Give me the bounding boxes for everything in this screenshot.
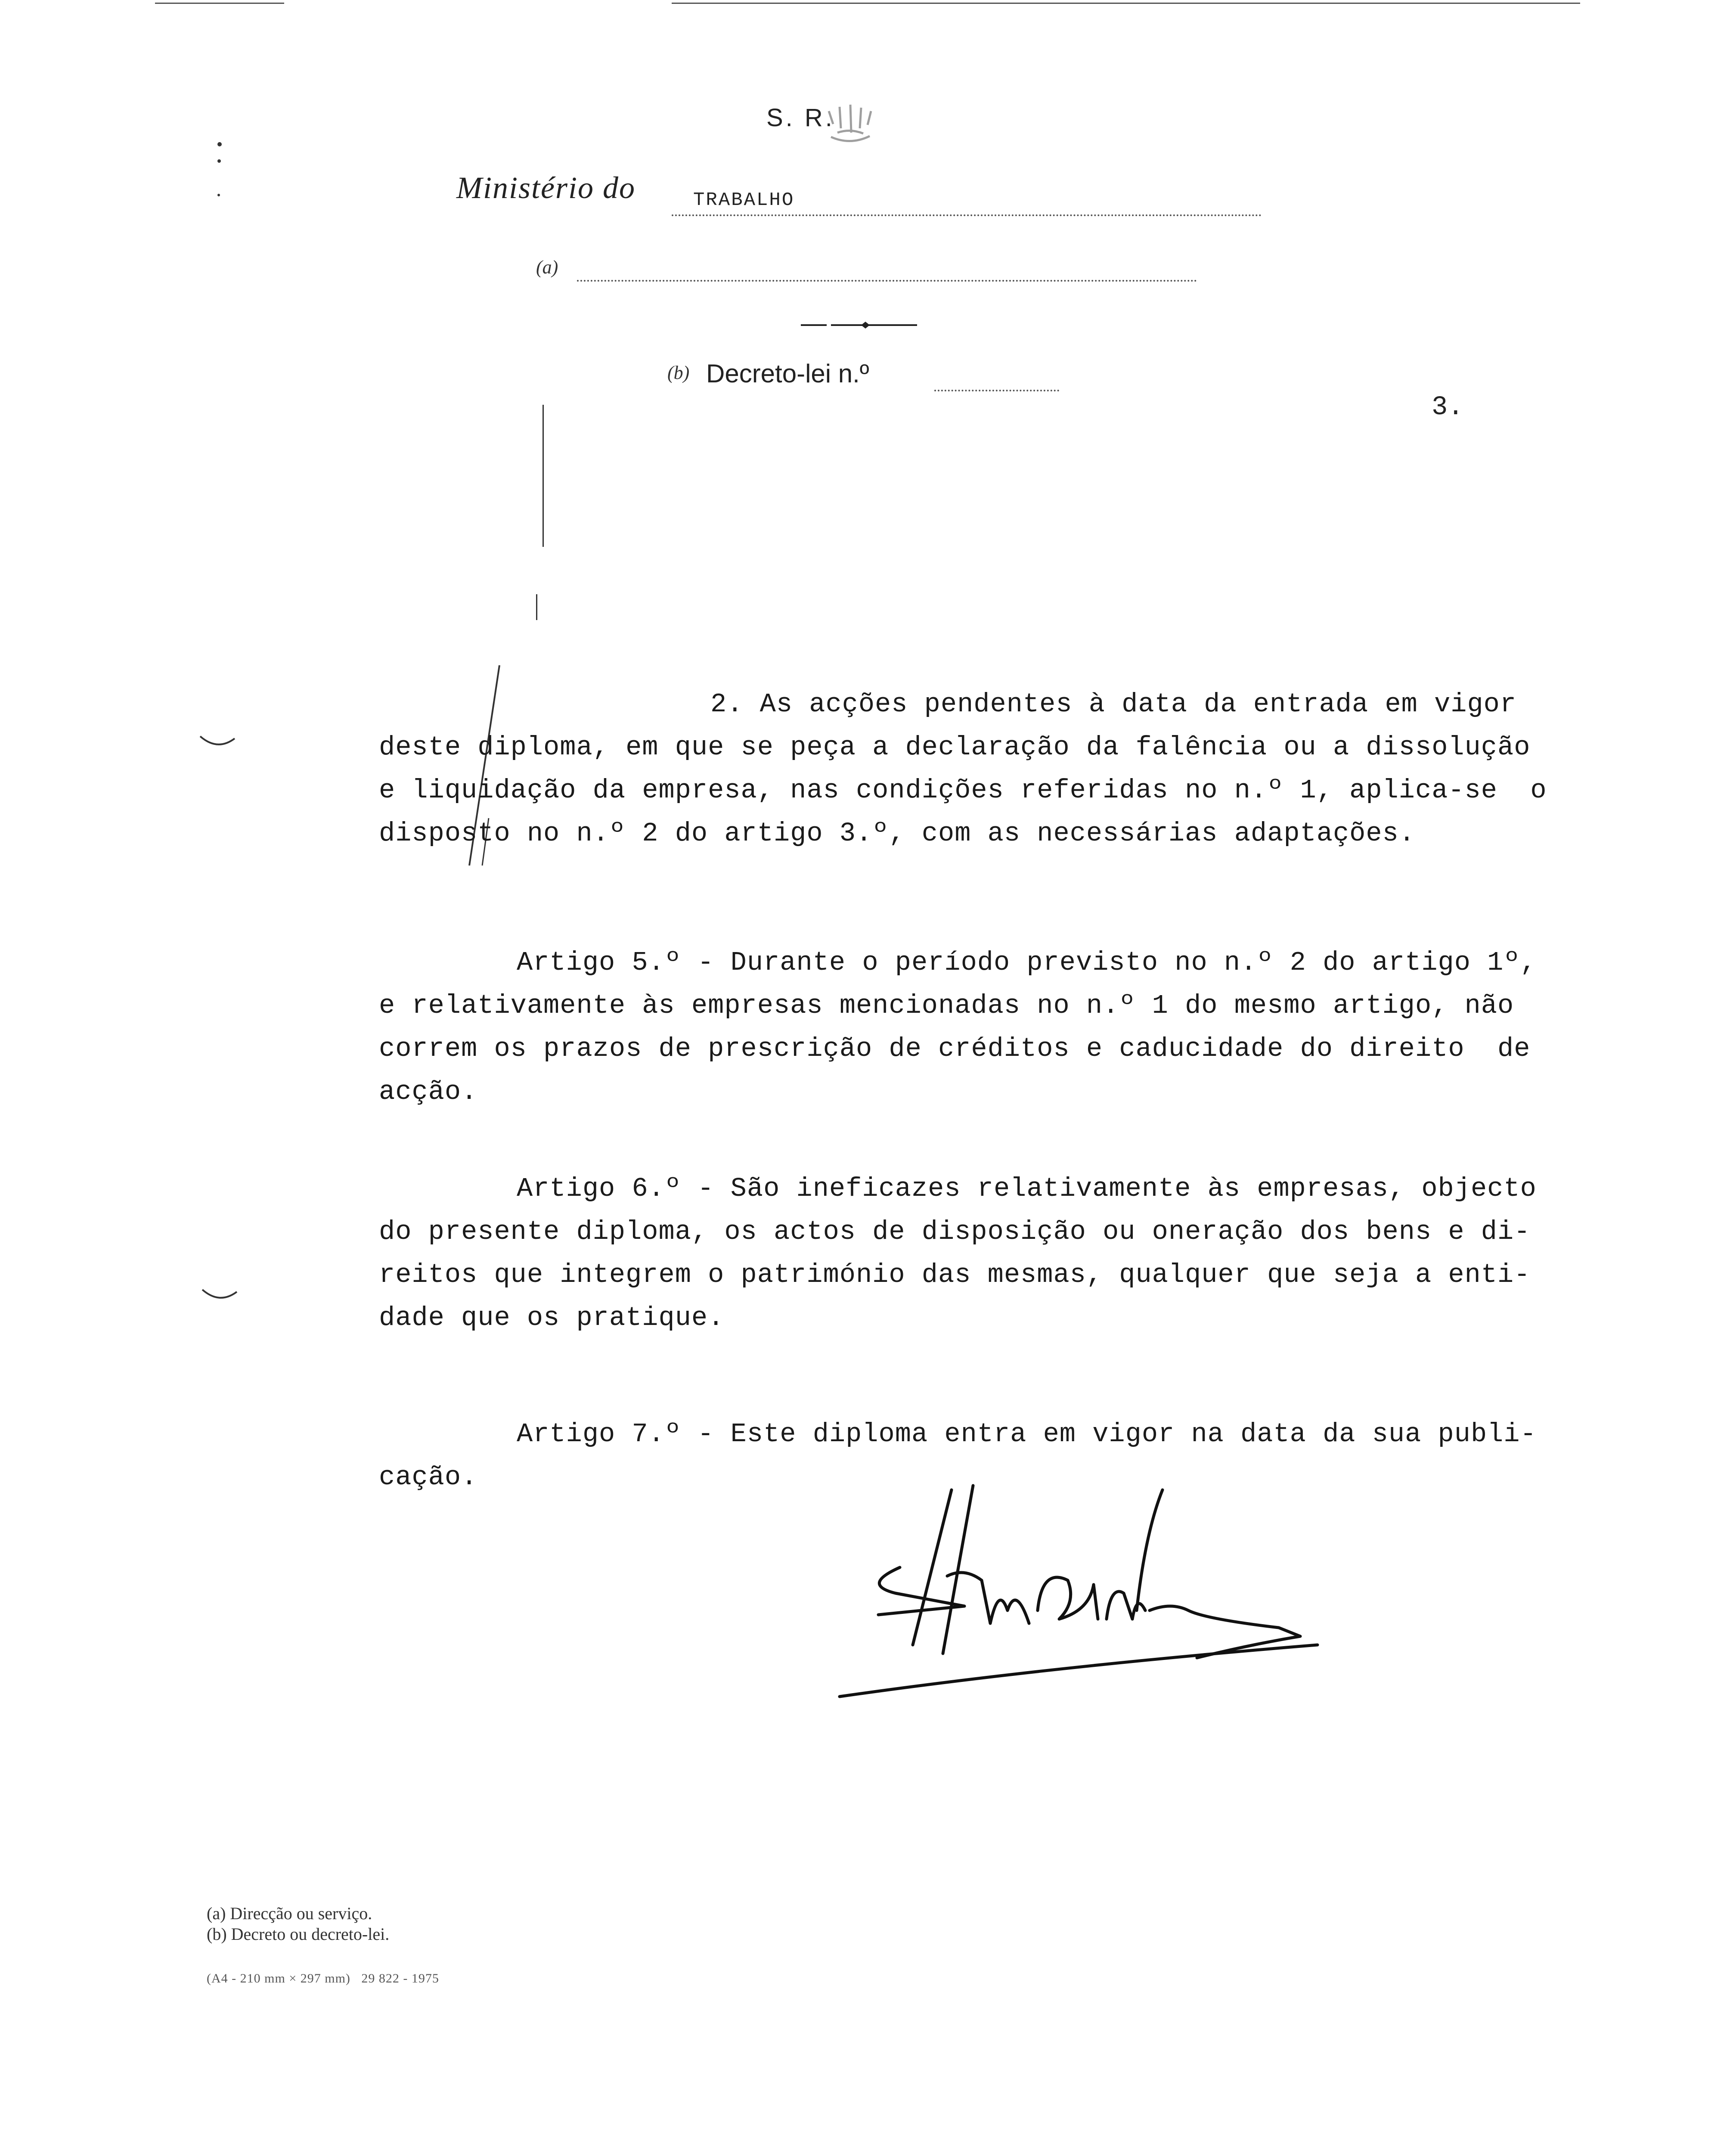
ministry-dotted-line bbox=[672, 214, 1262, 216]
paragraph-line: dade que os pratique. bbox=[379, 1303, 725, 1333]
paragraph-line: correm os prazos de prescrição de créditos e caducidade do direito de bbox=[379, 1033, 1531, 1064]
paragraph-line: acção. bbox=[379, 1076, 478, 1107]
direction-dotted-line bbox=[577, 280, 1197, 282]
emblem-icon bbox=[820, 98, 880, 150]
footnote-b: (b) Decreto ou decreto-lei. bbox=[207, 1924, 390, 1944]
paragraph-line: do presente diploma, os actos de disposição ou oneração dos bens e di- bbox=[379, 1216, 1531, 1247]
page-number: 3. bbox=[1432, 392, 1464, 422]
paragraph-line: Artigo 6.º - São ineficazes relativamente às empresas, objecto bbox=[517, 1173, 1537, 1204]
paragraph-line: e relativamente às empresas mencionadas no n.º 1 do mesmo artigo, não bbox=[379, 990, 1514, 1021]
decree-marker: (b) bbox=[667, 362, 690, 383]
form-code: (A4 - 210 mm × 297 mm) 29 822 - 1975 bbox=[207, 1971, 439, 1985]
paragraph-line: Artigo 5.º - Durante o período previsto no n.º 2 do artigo 1º, bbox=[517, 947, 1537, 978]
signature bbox=[835, 1481, 1352, 1722]
margin-dot-3 bbox=[217, 194, 220, 196]
paragraph-line: cação. bbox=[379, 1462, 478, 1492]
margin-dot-1 bbox=[217, 142, 222, 146]
margin-line-1 bbox=[542, 405, 544, 547]
margin-line-2 bbox=[536, 594, 537, 620]
ministry-label: Ministério do bbox=[456, 171, 636, 205]
margin-dot-2 bbox=[217, 159, 221, 163]
bracket-mark-2 bbox=[200, 1285, 239, 1307]
direction-marker: (a) bbox=[536, 257, 558, 278]
ornament-divider bbox=[801, 321, 930, 329]
paragraph-line: deste diploma, em que se peça a declaração da falência ou a dissolução bbox=[379, 732, 1531, 763]
paragraph-line: reitos que integrem o património das mesmas, qualquer que seja a enti- bbox=[379, 1260, 1531, 1290]
bracket-mark-1 bbox=[198, 732, 237, 754]
paragraph-line: disposto no n.º 2 do artigo 3.º, com as necessárias adaptações. bbox=[379, 818, 1415, 849]
top-rule-left bbox=[155, 3, 284, 4]
top-rule-right bbox=[672, 3, 1580, 4]
paragraph-line: Artigo 7.º - Este diploma entra em vigor na data da sua publi- bbox=[517, 1419, 1537, 1449]
footnote-a: (a) Direcção ou serviço. bbox=[207, 1904, 372, 1923]
decree-dotted-line bbox=[934, 390, 1059, 391]
header-code-text: S. R. bbox=[766, 104, 835, 132]
decree-label: Decreto-lei n.º bbox=[706, 359, 869, 388]
paragraph-line: e liquidação da empresa, nas condições referidas no n.º 1, aplica-se o bbox=[379, 775, 1547, 806]
paragraph-line: 2. As acções pendentes à data da entrada em vigor bbox=[710, 689, 1517, 720]
ministry-value: TRABALHO bbox=[693, 189, 795, 211]
